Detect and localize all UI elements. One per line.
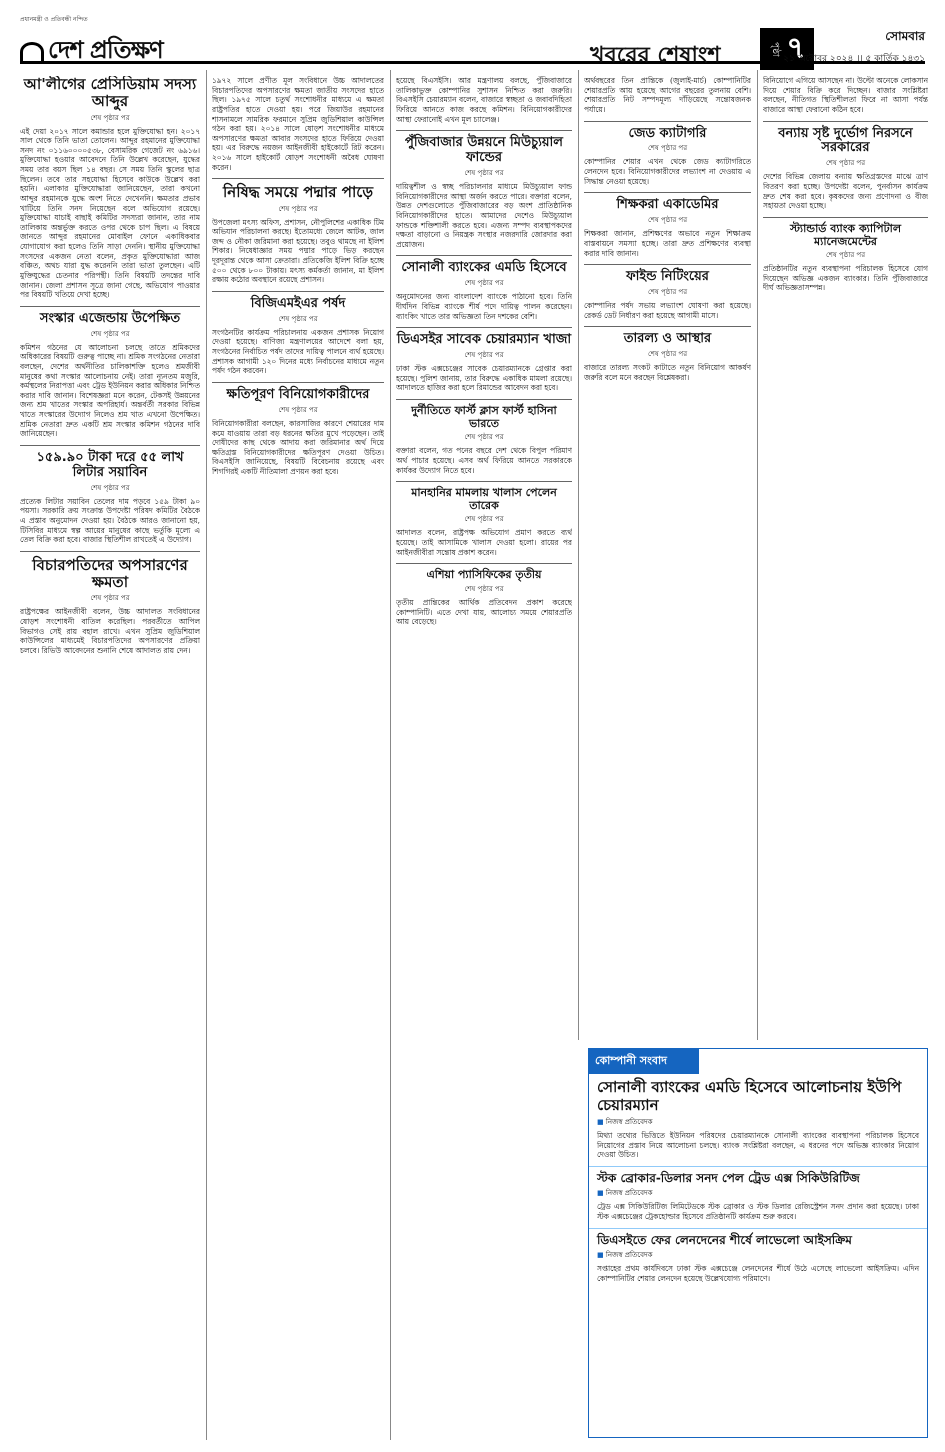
company-article-body: সপ্তাহের প্রথম কার্যদিবসে ঢাকা স্টক এক্সচেঞ্জে লেনদেনের শীর্ষে উঠে এসেছে লাভেলো আইসক্রিম। এদিন কোম্পানিটির শেয়ার লেনদেন হয়েছে উল্লেখযোগ্য পরিমাণে। bbox=[597, 1263, 919, 1283]
article-divider bbox=[20, 306, 200, 307]
article-body: উপজেলা মৎস্য অফিস, প্রশাসন, নৌপুলিশের একাধিক টিম অভিযান পরিচালনা করছে। ইতোমধ্যে জেলে আটক, জাল জব্দ ও নৌকা জরিমানা করা হয়েছে। তবুও থামছে না ইলিশ শিকার। নিষেধাজ্ঞার সময় পদ্মার পাড়ে ভিড় করছেন দূরদূরান্ত থেকে আসা ক্রেতারা। প্রতিকেজি ইলিশ বিক্রি হচ্ছে ৫০০ থেকে ৮০০ টাকায়। মৎস্য কর্মকর্তা জানান, মা ইলিশ রক্ষায় কঠোর অবস্থানে রয়েছে প্রশাসন। bbox=[212, 217, 384, 285]
article-flood-relief bbox=[763, 127, 928, 211]
article-find-knitting bbox=[584, 270, 751, 320]
article-headline: সংস্কার এজেন্ডায় উপেক্ষিত bbox=[39, 310, 181, 326]
article-byline: শেষ পৃষ্ঠার পর bbox=[90, 483, 130, 492]
article-byline: শেষ পৃষ্ঠার পর bbox=[647, 144, 688, 153]
article-standard-bank-capital bbox=[763, 223, 928, 293]
article-body: প্রতিষ্ঠানটির নতুন ব্যবস্থাপনা পরিচালক হিসেবে যোগ দিয়েছেন অভিজ্ঞ একজন ব্যাংকার। তিনি পুঁজিবাজারে দীর্ঘ অভিজ্ঞতাসম্পন্ন। bbox=[763, 264, 928, 293]
article-body: কোম্পানির পর্ষদ সভায় লভ্যাংশ ঘোষণা করা হয়েছে। রেকর্ড ডেট নির্ধারণ করা হয়েছে আগামী মাসে। bbox=[584, 301, 751, 320]
article-body: রাষ্ট্রপক্ষের আইনজীবী বলেন, উচ্চ আদালত সংবিধানের ষোড়শ সংশোধনী বাতিল করেছিল। পরবর্তীতে আপিল বিভাগও সেই রায় বহাল রাখে। এখন সুপ্রিম জুডিশিয়াল কাউন্সিলের মাধ্যমেই বিচারপতিদের অপসারণের প্রক্রিয়া চলবে। রিভিউ আবেদনের শুনানি শেষে আদালত রায় দেন। bbox=[20, 607, 200, 655]
article-continuation bbox=[396, 76, 572, 124]
article-divider bbox=[763, 121, 928, 122]
article-tarek-acquitted bbox=[396, 487, 572, 557]
article-byline: শেষ পৃষ্ঠার পর bbox=[278, 405, 318, 414]
article-byline: শেষ পৃষ্ঠার পর bbox=[647, 216, 688, 225]
dateline bbox=[783, 28, 925, 66]
logo-arc-icon bbox=[20, 42, 44, 62]
article-byline: শেষ পৃষ্ঠার পর bbox=[464, 515, 504, 524]
article-headline: বিচারপতিদের অপসারণের ক্ষমতা bbox=[32, 555, 188, 592]
dateline-day: সোমবার bbox=[885, 29, 925, 43]
article-reform-agenda bbox=[20, 312, 200, 439]
article-body: প্রত্যেক লিটার সয়াবিন তেলের দাম পড়বে ১৫৯ টাকা ৯০ পয়সা। সরকারি ক্রয় সংক্রান্ত উপদেষ্টা পরিষদ কমিটির বৈঠকে এ প্রস্তাব অনুমোদন দেওয়া হয়। বৈঠকে আরও জানানো হয়, টিসিবির মাধ্যমে স্বল্প আয়ের মানুষের কাছে ভর্তুকি মূল্যে এ তেল বিক্রি করা হবে। বাজার স্থিতিশীল রাখতেই এ উদ্যোগ। bbox=[20, 496, 200, 545]
article-headline: মানহানির মামলায় খালাস পেলেন তারেক bbox=[411, 486, 557, 512]
column-3 bbox=[396, 76, 572, 1042]
article-headline: ১৫৯.৯০ টাকা দরে ৫৫ লাখ লিটার সয়াবিন bbox=[36, 449, 184, 480]
company-article-tradex bbox=[589, 1167, 927, 1229]
article-body: দেশের বিভিন্ন জেলায় বন্যায় ক্ষতিগ্রস্তদের মাঝে ত্রাণ বিতরণ করা হচ্ছে। উপদেষ্টা বলেন, পুনর্বাসন কার্যক্রম দ্রুত শেষ করা হবে। কৃষকদের জন্য প্রণোদনা ও বীজ সহায়তা দেওয়া হচ্ছে। bbox=[763, 172, 928, 211]
article-divider bbox=[396, 563, 572, 564]
article-byline: শেষ পৃষ্ঠার পর bbox=[464, 169, 504, 177]
newspaper-logo bbox=[20, 32, 163, 72]
article-byline: শেষ পৃষ্ঠার পর bbox=[825, 251, 866, 260]
article-bgmea-board bbox=[212, 297, 384, 376]
article-soybean-price bbox=[20, 451, 200, 545]
article-divider bbox=[396, 399, 572, 400]
article-headline: বন্যায় সৃষ্ট দুর্ভোগ নিরসনে সরকারের bbox=[778, 125, 913, 156]
article-byline: শেষ পৃষ্ঠার পর bbox=[825, 159, 866, 168]
article-continuation bbox=[584, 76, 751, 115]
article-headline: তারল্য ও আস্থার bbox=[623, 331, 712, 347]
article-body: কমিশন গঠনের যে আলোচনা চলছে তাতে শ্রমিকদের অধিকারের বিষয়টি গুরুত্ব পাচ্ছে না। শ্রমিক সংগঠনের নেতারা বলছেন, দেশের অর্থনীতির চালিকাশক্তি হলেও শ্রমজীবী মানুষের কথা সংস্কার আলোচনায় নেই। তারা ন্যূনতম মজুরি, কর্মস্থলের নিরাপত্তা এবং ট্রেড ইউনিয়ন করার অধিকার নিশ্চিত করার দাবি জানান। বিশেষজ্ঞরা মনে করেন, টেকসই উন্নয়নের জন্য শ্রম খাতের সংস্কার অপরিহার্য। অন্তর্বর্তী সরকার বিভিন্ন খাতে সংস্কারের উদ্যোগ নিলেও শ্রম খাত এখনো উপেক্ষিত। শ্রমিক নেতারা দ্রুত একটি শ্রম সংস্কার কমিশন গঠনের দাবি জানিয়েছেন। bbox=[20, 342, 200, 439]
article-headline: পুঁজিবাজার উন্নয়নে মিউচ্যুয়াল ফান্ডের bbox=[405, 135, 563, 166]
article-divider bbox=[20, 551, 200, 552]
article-body: তৃতীয় প্রান্তিকের আর্থিক প্রতিবেদন প্রকাশ করেছে কোম্পানিটি। এতে দেখা যায়, আলোচ্য সময়ে শেয়ারপ্রতি আয় বেড়েছে। bbox=[396, 597, 572, 627]
article-asia-pacific bbox=[396, 569, 572, 627]
article-divider bbox=[584, 264, 751, 265]
article-headline: ফাইন্ড নিটিংয়ের bbox=[626, 269, 709, 285]
company-article-headline: স্টক ব্রোকার-ডিলার সনদ পেল ট্রেড এক্স সিকিউরিটিজ bbox=[597, 1170, 860, 1185]
article-mutual-fund bbox=[396, 136, 572, 249]
company-article-headline: সোনালী ব্যাংকের এমডি হিসেবে আলোচনায় ইউপি চেয়ারম্যান bbox=[597, 1078, 902, 1114]
article-divider bbox=[584, 121, 751, 122]
logo-text: দেশ প্রতিক্ষণ bbox=[48, 36, 163, 64]
article-body: শিক্ষকরা জানান, প্রশিক্ষণের অভাবে নতুন শিক্ষাক্রম বাস্তবায়নে সমস্যা হচ্ছে। তারা দ্রুত প্রশিক্ষণের ব্যবস্থা করার দাবি জানান। bbox=[584, 229, 751, 258]
article-byline: শেষ পৃষ্ঠার পর bbox=[464, 351, 504, 360]
article-body: বক্তারা বলেন, গত পনের বছরে দেশ থেকে বিপুল পরিমাণ অর্থ পাচার হয়েছে। এসব অর্থ ফিরিয়ে আনতে সরকারকে কার্যকর উদ্যোগ নিতে হবে। bbox=[396, 446, 572, 475]
article-divider bbox=[584, 326, 751, 327]
masthead-tagline: প্রধানমন্ত্রী ও প্রতিবন্ধী নন্দিত bbox=[20, 16, 88, 23]
article-headline: জেড ক্যাটাগরি bbox=[628, 125, 707, 141]
article-headline: ডিএসইর সাবেক চেয়ারম্যান খাজা bbox=[396, 332, 572, 348]
article-body: কোম্পানির শেয়ার এখন থেকে জেড ক্যাটাগরিতে লেনদেন হবে। বিনিয়োগকারীদের লভ্যাংশ না দেওয়ায় এ সিদ্ধান্ত নেওয়া হয়েছে। bbox=[584, 157, 751, 186]
article-divider bbox=[584, 192, 751, 193]
article-liquidity-trust bbox=[584, 332, 751, 382]
column-4 bbox=[584, 76, 751, 1042]
article-headline: স্ট্যান্ডার্ড ব্যাংক ক্যাপিটাল ম্যানেজমেন্টের bbox=[789, 221, 902, 248]
article-body: সংগঠনটির কার্যক্রম পরিচালনায় একজন প্রশাসক নিয়োগ দেওয়া হয়েছে। বাণিজ্য মন্ত্রণালয়ের আদেশে বলা হয়, সংগঠনের নির্বাচিত পর্ষদ তাদের দায়িত্ব পালনে ব্যর্থ হয়েছে। প্রশাসক আগামী ১২০ দিনের মধ্যে নির্বাচনের মাধ্যমে নতুন পর্ষদ গঠন করবেন। bbox=[212, 327, 384, 376]
article-dse-chairman bbox=[396, 333, 572, 393]
dateline-date: ২১ অক্টোবর ২০২৪ ।। ৫ কার্তিক ১৪৩১ bbox=[783, 54, 925, 64]
article-divider bbox=[396, 130, 572, 131]
section-title: খবরের শেষাংশ bbox=[590, 43, 721, 68]
column-divider bbox=[206, 70, 207, 1440]
article-body: এই দেয়া ২০১৭ সালে কমান্ডার হলে মুক্তিযোদ্ধা হন। ২০১৭ সাল থেকে তিনি ভাতা তোলেন। আব্দুর রহমানের মুক্তিযোদ্ধা সনদ নং ০১১৬০০০০৫৩৮, বেসামরিক গেজেট নং ৬৯১৬। মুক্তিযোদ্ধা হওয়ার আবেদনে তিনি উল্লেখ করেছেন, যুদ্ধের সময় তার বয়স ছিল ১৪ বছর। সে সময় তিনি স্কুলের ছাত্র ছিলেন। তবে তার সহযোদ্ধা হিসেবে কাউকে উল্লেখ করা হয়নি। এলাকার মুক্তিযোদ্ধারা জানিয়েছেন, তারা কখনো আব্দুর রহমানকে যুদ্ধে অংশ নিতে দেখেননি। ক্ষমতার প্রভাব খাটিয়ে তিনি সনদ নিয়েছেন বলে অভিযোগ রয়েছে। মুক্তিযোদ্ধা যাচাই বাছাই কমিটির সদস্যরা জানান, তার নাম তালিকায় অন্তর্ভুক্ত করতে ওপর থেকে চাপ ছিল। এ বিষয়ে জানতে আব্দুর রহমানের মোবাইল ফোনে একাধিকবার যোগাযোগ করা হলেও তিনি সাড়া দেননি। স্থানীয় মুক্তিযোদ্ধা সংসদের একজন নেতা বলেন, প্রকৃত মুক্তিযোদ্ধারা আজ বঞ্চিত, অথচ যারা যুদ্ধ করেননি তারা ভাতা তুলছেন। এটি মুক্তিযুদ্ধের চেতনার পরিপন্থী। তিনি বিষয়টি তদন্তের দাবি জানান। জেলা প্রশাসন সূত্রে জানা গেছে, অভিযোগ পাওয়ার পর বিষয়টি খতিয়ে দেখা হচ্ছে। bbox=[20, 126, 200, 300]
article-divider bbox=[212, 382, 384, 383]
company-article-byline: ■ নিজস্ব প্রতিবেদক bbox=[597, 1116, 919, 1128]
column-divider bbox=[578, 70, 579, 1040]
article-body: বিনিয়োগে এগিয়ে আসছেন না। উল্টো অনেকে লোকসান দিয়ে শেয়ার বিক্রি করে দিচ্ছেন। বাজার সংশ্লিষ্টরা বলছেন, নীতিগত স্থিতিশীলতা ফিরে না আসা পর্যন্ত বাজারে আস্থা ফেরানো কঠিন হবে। bbox=[763, 76, 928, 114]
article-byline: শেষ পৃষ্ঠার পর bbox=[278, 204, 318, 213]
article-byline: শেষ পৃষ্ঠার পর bbox=[647, 288, 688, 297]
article-body: হয়েছে বিএসইসি। আর মন্ত্রণালয় বলছে, পুঁজিবাজারে তালিকাভুক্ত কোম্পানির সুশাসন নিশ্চিত করা জরুরি। বিএসইসি চেয়ারম্যান বলেন, বাজারে স্বচ্ছতা ও জবাবদিহিতা ফিরিয়ে আনতে কাজ করছে কমিশন। বিনিয়োগকারীদের আস্থা ফেরানোই এখন মূল চ্যালেঞ্জ। bbox=[396, 76, 572, 124]
company-article-body: মিথ্যা তথ্যের ভিত্তিতে ইউনিয়ন পরিষদের চেয়ারম্যানকে সোনালী ব্যাংকের ব্যবস্থাপনা পরিচালক হিসেবে নিয়োগের প্রস্তাব নিয়ে আলোচনা চলছে। ব্যাংক সংশ্লিষ্টরা বলছেন, এ ধরনের পদে অভিজ্ঞ ব্যাংকার নিয়োগ দেওয়া উচিত। bbox=[597, 1131, 919, 1160]
article-body: অনুমোদনের জন্য বাংলাদেশ ব্যাংকে পাঠানো হবে। তিনি দীর্ঘদিন বিভিন্ন ব্যাংকে শীর্ষ পদে দায়িত্ব পালন করেছেন। ব্যাংকিং খাতে তার অভিজ্ঞতা তিন দশকের বেশি। bbox=[396, 292, 572, 321]
article-investor-compensation bbox=[212, 388, 384, 477]
article-body: বিনিয়োগকারীরা বলছেন, কারসাজির কারণে শেয়ারের দাম কমে যাওয়ায় তারা বড় ধরনের ক্ষতির মুখে পড়েছেন। তাই দোষীদের কাছ থেকে আদায় করা জরিমানার অর্থ দিয়ে ক্ষতিগ্রস্ত বিনিয়োগকারীদের ক্ষতিপূরণ দেওয়া উচিত। বিএসইসি জানিয়েছে, বিষয়টি বিবেচনায় রয়েছে এবং শিগগিরই একটি নীতিমালা প্রণয়ন করা হবে। bbox=[212, 418, 384, 476]
article-byline: শেষ পৃষ্ঠার পর bbox=[464, 433, 504, 442]
company-article-byline: ■ নিজস্ব প্রতিবেদক bbox=[597, 1187, 919, 1199]
company-article-body: ট্রেড এক্স সিকিউরিটিজ লিমিটেডকে স্টক ব্রোকার ও স্টক ডিলার রেজিস্ট্রেশন সনদ প্রদান করা হয়েছে। ঢাকা স্টক এক্সচেঞ্জের ট্রেকহোল্ডার হিসেবে প্রতিষ্ঠানটি কার্যক্রম শুরু করবে। bbox=[597, 1202, 919, 1221]
article-judges-removal bbox=[20, 557, 200, 656]
article-divider bbox=[212, 178, 384, 179]
article-divider bbox=[396, 327, 572, 328]
company-article-headline: ডিএসইতে ফের লেনদেনের শীর্ষে লাভেলো আইসক্রিম bbox=[597, 1232, 852, 1247]
article-body: অর্থবছরের তিন প্রান্তিকে (জুলাই-মার্চ) কোম্পানিটির শেয়ারপ্রতি আয় হয়েছে আগের বছরের তুলনায় বেশি। শেয়ারপ্রতি নিট সম্পদমূল্য দাঁড়িয়েছে সন্তোষজনক পর্যায়ে। bbox=[584, 76, 751, 114]
article-headline: ক্ষতিপূরণ বিনিয়োগকারীদের bbox=[226, 386, 370, 402]
article-body: ১৯৭২ সালে প্রণীত মূল সংবিধানে উচ্চ আদালতের বিচারপতিদের অপসারণের ক্ষমতা জাতীয় সংসদের হাতে ছিল। ১৯৭৫ সালে চতুর্থ সংশোধনীর মাধ্যমে এ ক্ষমতা রাষ্ট্রপতির হাতে দেওয়া হয়। পরে জিয়াউর রহমানের শাসনামলে সামরিক ফরমানে সুপ্রিম জুডিশিয়াল কাউন্সিল গঠন করা হয়। ২০১৪ সালে ষোড়শ সংশোধনীর মাধ্যমে অপসারণের ক্ষমতা আবার সংসদের হাতে ফিরিয়ে দেওয়া হয়। এর বিরুদ্ধে নয়জন আইনজীবী হাইকোর্টে রিট করেন। ২০১৬ সালে হাইকোর্ট ষোড়শ সংশোধনী অবৈধ ঘোষণা করেন। bbox=[212, 76, 384, 172]
article-divider bbox=[396, 481, 572, 482]
company-article-byline: ■ নিজস্ব প্রতিবেদক bbox=[597, 1249, 919, 1261]
article-headline: বিজিএমইএর পর্ষদ bbox=[250, 295, 346, 311]
article-body: দায়িত্বশীল ও স্বচ্ছ পরিচালনার মাধ্যমে মিউচ্যুয়াল ফান্ড বিনিয়োগকারীদের আস্থা অর্জন করতে পারে। বক্তারা বলেন, উন্নত দেশগুলোতে পুঁজিবাজারের বড় অংশ প্রাতিষ্ঠানিক বিনিয়োগকারীদের হাতে। আমাদের দেশেও মিউচ্যুয়াল ফান্ডকে শক্তিশালী করতে হবে। এজন্য সম্পদ ব্যবস্থাপকদের দক্ষতা বাড়ানো ও নিয়ন্ত্রক সংস্থার নজরদারি জোরদার করা প্রয়োজন। bbox=[396, 182, 572, 249]
article-body: আদালত বলেন, রাষ্ট্রপক্ষ অভিযোগ প্রমাণ করতে ব্যর্থ হয়েছে। তাই আসামিকে খালাস দেওয়া হলো। রায়ের পর আইনজীবীরা সন্তোষ প্রকাশ করেন। bbox=[396, 528, 572, 557]
article-byline: শেষ পৃষ্ঠার পর bbox=[90, 594, 130, 603]
article-byline: শেষ পৃষ্ঠার পর bbox=[90, 329, 130, 338]
column-5 bbox=[763, 76, 928, 1042]
page-word: পৃষ্ঠা bbox=[770, 41, 781, 57]
article-continuation bbox=[763, 76, 928, 115]
article-headline: এশিয়া প্যাসিফিকের তৃতীয় bbox=[426, 568, 542, 582]
article-byline: শেষ পৃষ্ঠার পর bbox=[278, 314, 318, 323]
article-divider bbox=[20, 445, 200, 446]
column-divider bbox=[757, 70, 758, 1040]
column-2 bbox=[212, 76, 384, 1442]
company-article-lovello bbox=[589, 1229, 927, 1290]
company-news-label: কোম্পানী সংবাদ bbox=[589, 1049, 699, 1074]
masthead bbox=[20, 14, 925, 68]
column-divider bbox=[390, 70, 391, 1440]
article-byline: শেষ পৃষ্ঠার পর bbox=[464, 279, 504, 288]
article-corruption-hasina bbox=[396, 405, 572, 475]
article-headline: দুর্নীতিতে ফার্স্ট ক্লাস ফার্স্ট হাসিনা ভারতে bbox=[411, 404, 557, 430]
article-byline: শেষ পৃষ্ঠার পর bbox=[464, 584, 504, 593]
article-body: ঢাকা স্টক এক্সচেঞ্জের সাবেক চেয়ারম্যানকে গ্রেপ্তার করা হয়েছে। পুলিশ জানায়, তার বিরুদ্ধে একাধিক মামলা রয়েছে। আদালতে হাজির করা হলে রিমান্ডের আবেদন করা হবে। bbox=[396, 364, 572, 393]
article-awami-presidium bbox=[20, 76, 200, 300]
article-sonali-md bbox=[396, 261, 572, 321]
article-headline: নিষিদ্ধ সময়ে পদ্মার পাড়ে bbox=[222, 183, 374, 202]
article-continuation bbox=[212, 76, 384, 172]
article-z-category bbox=[584, 127, 751, 187]
column-1 bbox=[20, 76, 200, 1442]
article-padma-hilsa bbox=[212, 184, 384, 285]
article-body: বাজারে তারল্য সংকট কাটাতে নতুন বিনিয়োগ আকর্ষণ জরুরি বলে মনে করছেন বিশ্লেষকরা। bbox=[584, 363, 751, 382]
page-number: ৭ bbox=[786, 30, 806, 66]
article-headline: শিক্ষকরা একাডেমির bbox=[616, 197, 719, 213]
company-news-box bbox=[588, 1048, 928, 1438]
article-headline: সোনালী ব্যাংকের এমডি হিসেবে bbox=[401, 260, 567, 276]
article-headline: আ'লীগের প্রেসিডিয়াম সদস্য আব্দুর bbox=[23, 76, 197, 111]
article-divider bbox=[396, 255, 572, 256]
article-divider bbox=[212, 291, 384, 292]
article-divider bbox=[763, 217, 928, 218]
article-teachers-academy bbox=[584, 198, 751, 258]
article-byline: শেষ পৃষ্ঠার পর bbox=[647, 350, 688, 359]
company-article-sonali-md bbox=[589, 1074, 927, 1167]
article-byline: শেষ পৃষ্ঠার পর bbox=[90, 113, 130, 122]
